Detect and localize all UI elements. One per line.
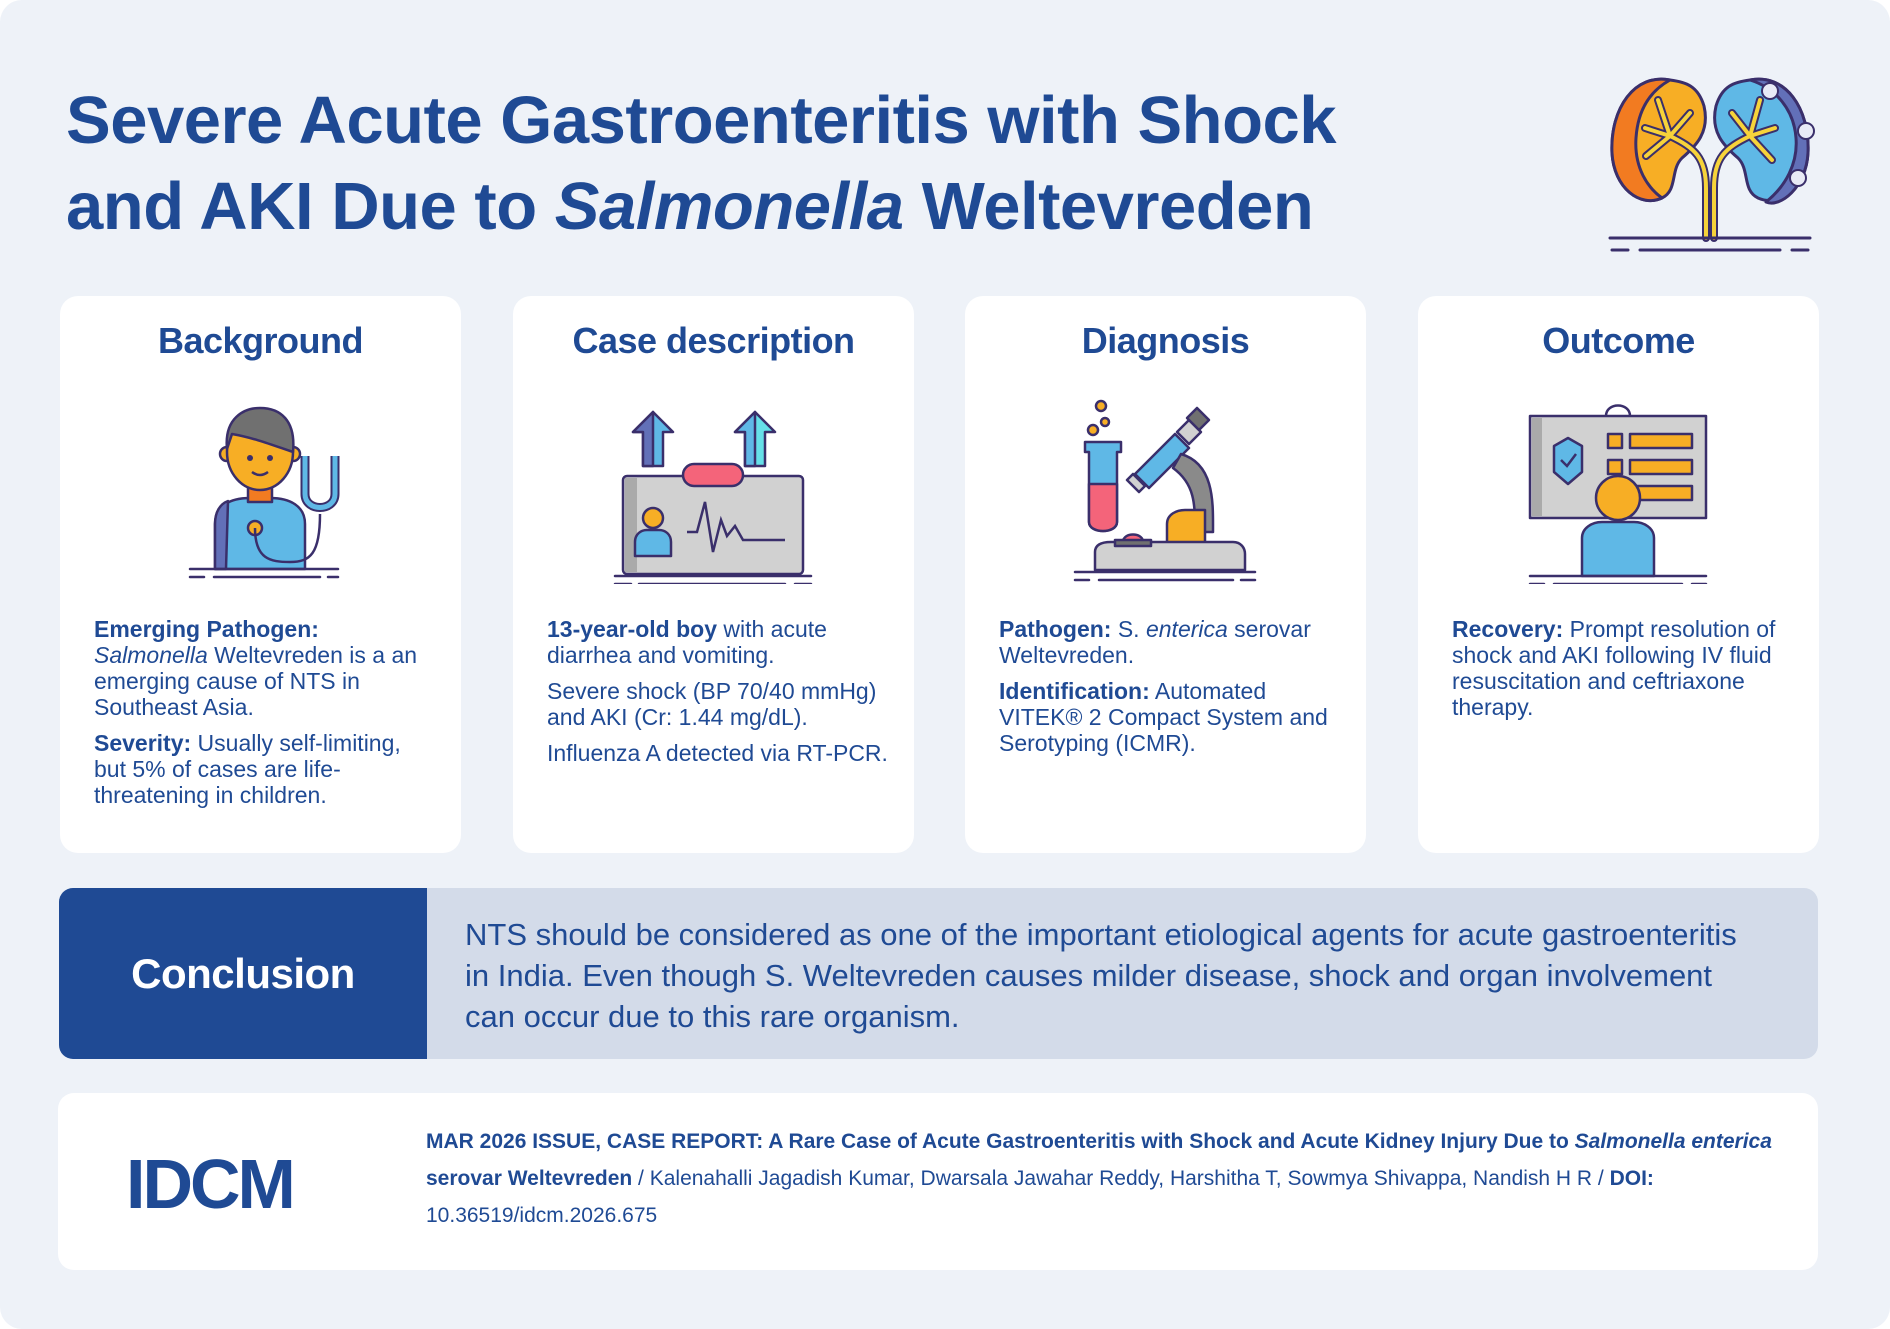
card-outcome	[1418, 296, 1819, 853]
paragraph-recovery	[1452, 616, 1797, 720]
label-identification: Identification:	[999, 678, 1150, 704]
citation-footer	[58, 1093, 1818, 1270]
citation-authors: / Kalenahalli Jagadish Kumar, Dwarsala Jawahar Reddy, Harshitha T, Sowmya Shivappa, Nandish H R /	[632, 1167, 1610, 1190]
card-background	[60, 296, 461, 853]
paragraph-text: Prompt resolution of shock and AKI following IV fluid resuscitation and ceftriaxone therapy.	[1452, 616, 1776, 720]
label-pathogen: Pathogen:	[999, 616, 1112, 642]
paragraph-shock-aki	[547, 678, 892, 730]
paragraph-text: serovar Weltevreden.	[999, 616, 1311, 668]
patient-monitor-vitals-icon	[613, 394, 813, 584]
conclusion-label-box	[59, 888, 427, 1059]
card-heading: Background	[157, 320, 364, 361]
paragraph-text: Automated VITEK® 2 Compact System and Serotyping (ICMR).	[999, 678, 1328, 756]
paragraph-patient	[547, 616, 892, 668]
paragraph-identification	[999, 678, 1344, 756]
paragraph-text: Influenza A detected via RT-PCR.	[547, 740, 888, 766]
paragraph-text: with acute diarrhea and vomiting.	[547, 616, 827, 668]
paragraph-text: Usually self-limiting, but 5% of cases are life-threatening in children.	[94, 730, 401, 808]
label-severity: Severity:	[94, 730, 192, 756]
citation-text	[426, 1123, 1778, 1234]
card-case-description	[513, 296, 914, 853]
citation-species: Salmonella enterica	[1574, 1130, 1772, 1153]
card-body	[94, 616, 439, 818]
title-italic-genus: Salmonella	[554, 169, 904, 244]
conclusion-text: NTS should be considered as one of the important etiological agents for acute gastroenteritis in India. Even though S. Weltevreden causes milder disease, shock and organ involvement can occur due to this rare organism.	[465, 917, 1737, 1034]
paragraph-text: S.	[1111, 616, 1146, 642]
paragraph-pathogen	[999, 616, 1344, 668]
conclusion-label: Conclusion	[131, 949, 355, 997]
microscope-test-tube-icon	[1065, 394, 1265, 584]
kidneys-infection-icon	[1600, 58, 1820, 258]
paragraph-emerging-pathogen	[94, 616, 439, 720]
page-title	[66, 78, 1466, 250]
card-heading: Case description	[572, 320, 855, 361]
card-body	[1452, 616, 1797, 730]
card-heading: Outcome	[1542, 320, 1695, 361]
genus-italic: Salmonella	[94, 642, 208, 668]
label-emerging-pathogen: Emerging Pathogen:	[94, 616, 319, 642]
card-body	[547, 616, 892, 776]
title-line-2-suffix: Weltevreden	[903, 169, 1314, 244]
card-diagnosis	[965, 296, 1366, 853]
card-body	[999, 616, 1344, 766]
citation-serovar: serovar Weltevreden	[426, 1167, 633, 1190]
title-line-1: Severe Acute Gastroenteritis with Shock	[66, 83, 1337, 158]
conclusion-banner	[59, 888, 1818, 1059]
doi-label: DOI:	[1609, 1167, 1654, 1190]
recovery-board-shield-check-icon	[1518, 394, 1718, 584]
paragraph-text: Severe shock (BP 70/40 mmHg) and AKI (Cr: 1.44 mg/dL).	[547, 678, 877, 730]
journal-logo: IDCM	[126, 1145, 293, 1223]
paragraph-severity	[94, 730, 439, 808]
label-recovery: Recovery:	[1452, 616, 1564, 642]
title-line-2-prefix: and AKI Due to	[66, 169, 555, 244]
card-heading: Diagnosis	[1081, 320, 1250, 361]
label-patient: 13-year-old boy	[547, 616, 717, 642]
species-italic: enterica	[1145, 616, 1228, 642]
paragraph-influenza	[547, 740, 892, 766]
boy-with-stethoscope-icon	[160, 394, 360, 584]
paragraph-text: Weltevreden is a an emerging cause of NTS in Southeast Asia.	[94, 642, 418, 720]
doi-link[interactable]: 10.36519/idcm.2026.675	[426, 1204, 658, 1227]
citation-issue-title: MAR 2026 ISSUE, CASE REPORT: A Rare Case of Acute Gastroenteritis with Shock and Acute Kidney Injury Due to	[426, 1130, 1575, 1153]
